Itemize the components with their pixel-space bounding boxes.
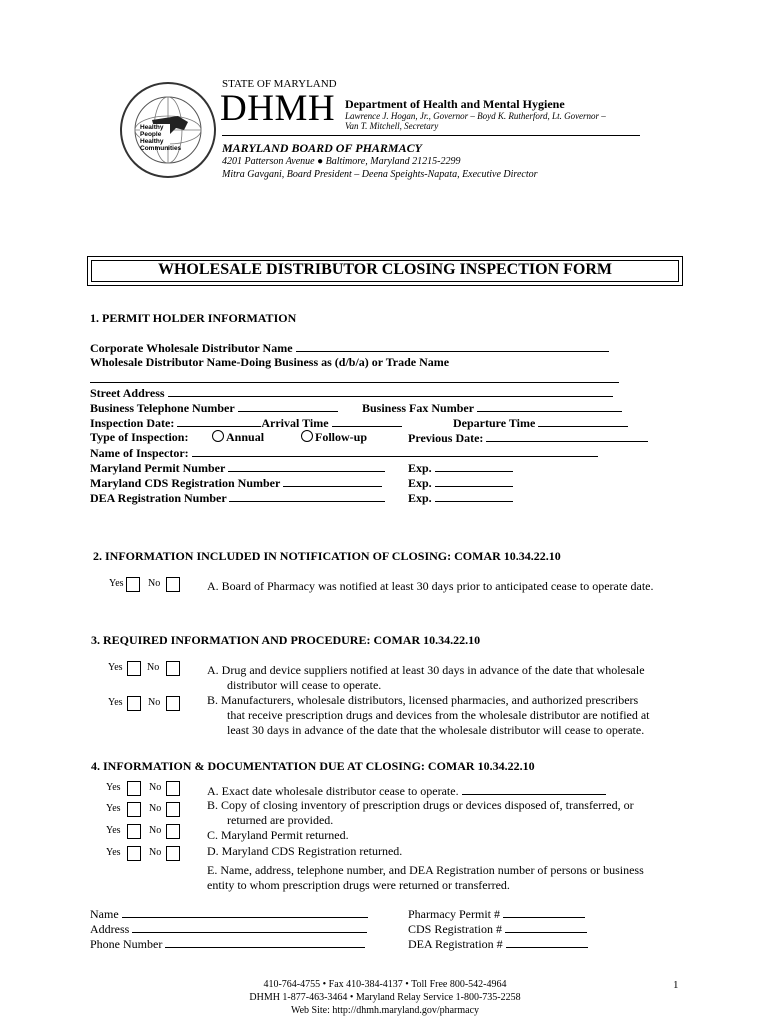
yes-label: Yes — [109, 578, 124, 589]
inspector-row — [90, 445, 598, 461]
dea-field[interactable] — [229, 490, 385, 502]
s4-a-yes-checkbox[interactable] — [127, 781, 141, 796]
yes-label: Yes — [108, 697, 123, 708]
no-label: No — [149, 825, 162, 836]
s3-b-no-checkbox[interactable] — [166, 696, 180, 711]
contact-address-row — [90, 921, 367, 937]
contact-phone-field[interactable] — [165, 936, 365, 948]
md-cds-label: Maryland CDS Registration Number — [90, 476, 281, 490]
section1-heading: 1. PERMIT HOLDER INFORMATION — [90, 311, 297, 325]
governor-line: Lawrence J. Hogan, Jr., Governor – Boyd K. Rutherford, Lt. Governor – — [345, 111, 606, 121]
contact-permit-label: Pharmacy Permit # — [408, 907, 500, 921]
dea-label: DEA Registration Number — [90, 491, 227, 505]
contact-name-row — [90, 906, 368, 922]
no-label: No — [148, 697, 161, 708]
footer-relay-line: DHMH 1-877-463-3464 • Maryland Relay Service 1-800-735-2258 — [249, 992, 521, 1003]
contact-permit-field[interactable] — [503, 906, 585, 918]
departure-field[interactable] — [538, 415, 628, 427]
type-label: Type of Inspection: — [90, 430, 189, 444]
s4-c-no-checkbox[interactable] — [166, 824, 180, 839]
contact-cds-label: CDS Registration # — [408, 922, 503, 936]
md-permit-label: Maryland Permit Number — [90, 461, 226, 475]
contact-address-label: Address — [90, 922, 130, 936]
md-permit-exp-row: Exp. — [408, 460, 513, 476]
arrival-field[interactable] — [332, 415, 402, 427]
s3-item-a-line2: distributor will cease to operate. — [227, 678, 382, 692]
arrival-label: Arrival Time — [261, 416, 329, 430]
corporate-name-label: Corporate Wholesale Distributor Name — [90, 341, 293, 355]
no-label: No — [149, 803, 162, 814]
fax-field[interactable] — [477, 400, 622, 412]
s4-a-no-checkbox[interactable] — [166, 781, 180, 796]
footer-phone-line: 410-764-4755 • Fax 410-384-4137 • Toll Free 800-542-4964 — [263, 979, 507, 990]
contact-permit-row — [408, 906, 585, 922]
s2-a-yes-checkbox[interactable] — [126, 577, 140, 592]
page-number: 1 — [673, 979, 679, 991]
fax-label: Business Fax Number — [362, 401, 474, 415]
phone-field[interactable] — [238, 400, 338, 412]
md-permit-field[interactable] — [228, 460, 385, 472]
section3-heading: 3. REQUIRED INFORMATION AND PROCEDURE: COMAR 10.34.22.10 — [91, 633, 481, 647]
s4-b-no-checkbox[interactable] — [166, 802, 180, 817]
corporate-name-row — [90, 340, 609, 356]
section4-heading: 4. INFORMATION & DOCUMENTATION DUE AT CLOSING: COMAR 10.34.22.10 — [91, 759, 535, 773]
contact-name-field[interactable] — [122, 906, 368, 918]
md-cds-field[interactable] — [283, 475, 382, 487]
yes-label: Yes — [106, 782, 121, 793]
departure-label: Departure Time — [453, 416, 536, 430]
s2-a-no-checkbox[interactable] — [166, 577, 180, 592]
s4-item-c: C. Maryland Permit returned. — [207, 828, 349, 842]
s3-item-b-line2: that receive prescription drugs and devices from the wholesale distributor are notified at — [227, 708, 650, 722]
cease-date-field[interactable] — [462, 783, 606, 795]
dba-name-field[interactable] — [90, 382, 619, 383]
s3-item-b-line3: least 30 days in advance of the date that the wholesale distributor will cease to operate. — [227, 723, 645, 737]
md-permit-exp-field[interactable] — [435, 460, 513, 472]
no-label: No — [147, 662, 160, 673]
s4-c-yes-checkbox[interactable] — [127, 824, 141, 839]
previous-date-row — [408, 430, 648, 446]
header-rule — [222, 135, 640, 136]
footer-website-line: Web Site: http://dhmh.maryland.gov/pharmacy — [290, 1005, 480, 1016]
s4-d-no-checkbox[interactable] — [166, 846, 180, 861]
s4-item-b-line2: returned are provided. — [227, 813, 334, 827]
contact-cds-row — [408, 921, 587, 937]
md-cds-exp-row: Exp. — [408, 475, 513, 491]
inspection-date-row — [90, 415, 402, 431]
contact-dea-row — [408, 936, 588, 952]
previous-date-label: Previous Date: — [408, 431, 484, 445]
board-officers: Mitra Gavgani, Board President – Deena Speights-Napata, Executive Director — [222, 169, 538, 180]
inspection-date-field[interactable] — [177, 415, 261, 427]
dhmh-logo: DHMH — [220, 88, 336, 129]
seal-center-text: Healthy People Healthy Communities — [140, 124, 182, 152]
yes-label: Yes — [106, 825, 121, 836]
dea-row — [90, 490, 385, 506]
annual-option[interactable]: Annual — [212, 430, 264, 445]
s4-b-yes-checkbox[interactable] — [127, 802, 141, 817]
md-permit-row — [90, 460, 385, 476]
inspector-label: Name of Inspector: — [90, 446, 189, 460]
contact-address-field[interactable] — [132, 921, 367, 933]
followup-option[interactable]: Follow-up — [301, 430, 367, 445]
section2-heading: 2. INFORMATION INCLUDED IN NOTIFICATION OF CLOSING: COMAR 10.34.22.10 — [93, 549, 561, 563]
departure-row — [453, 415, 628, 431]
inspection-date-label: Inspection Date: — [90, 416, 175, 430]
s3-item-b-line1: B. Manufacturers, wholesale distributors, licensed pharmacies, and authorized prescribers — [207, 693, 639, 707]
footer — [0, 978, 770, 1017]
board-address: 4201 Patterson Avenue ● Baltimore, Maryland 21215-2299 — [222, 156, 461, 167]
secretary-line: Van T. Mitchell, Secretary — [345, 121, 439, 131]
board-name: MARYLAND BOARD OF PHARMACY — [222, 141, 422, 155]
street-row — [90, 385, 613, 401]
dea-exp-field[interactable] — [435, 490, 513, 502]
s3-b-yes-checkbox[interactable] — [127, 696, 141, 711]
md-cds-exp-field[interactable] — [435, 475, 513, 487]
yes-label: Yes — [106, 803, 121, 814]
s4-d-yes-checkbox[interactable] — [127, 846, 141, 861]
phone-label: Business Telephone Number — [90, 401, 235, 415]
annual-radio[interactable] — [212, 430, 224, 442]
dea-exp-row: Exp. — [408, 490, 513, 506]
form-title: WHOLESALE DISTRIBUTOR CLOSING INSPECTION FORM — [157, 261, 613, 278]
contact-dea-label: DEA Registration # — [408, 937, 503, 951]
s4-item-e-line2: entity to whom prescription drugs were returned or transferred. — [207, 878, 510, 892]
state-label: STATE OF MARYLAND — [222, 78, 337, 90]
s4-item-d: D. Maryland CDS Registration returned. — [207, 844, 403, 858]
contact-phone-label: Phone Number — [90, 937, 163, 951]
street-label: Street Address — [90, 386, 165, 400]
s4-item-a-row — [207, 783, 606, 799]
followup-radio[interactable] — [301, 430, 313, 442]
md-cds-row — [90, 475, 382, 491]
s3-a-yes-checkbox[interactable] — [127, 661, 141, 676]
phone-row — [90, 400, 338, 416]
inspector-field[interactable] — [192, 445, 598, 457]
department-name: Department of Health and Mental Hygiene — [345, 97, 565, 111]
contact-cds-field[interactable] — [505, 921, 587, 933]
dba-name-label: Wholesale Distributor Name-Doing Business as (d/b/a) or Trade Name — [90, 355, 450, 369]
s4-item-a: A. Exact date wholesale distributor cease to operate. — [207, 784, 459, 798]
s4-item-e-line1: E. Name, address, telephone number, and DEA Registration number of persons or business — [207, 863, 644, 877]
street-field[interactable] — [168, 385, 613, 397]
no-label: No — [148, 578, 161, 589]
yes-label: Yes — [106, 847, 121, 858]
contact-phone-row — [90, 936, 365, 952]
no-label: No — [149, 847, 162, 858]
yes-label: Yes — [108, 662, 123, 673]
s2-item-a: A. Board of Pharmacy was notified at least 30 days prior to anticipated cease to operate date. — [207, 579, 654, 593]
s4-item-b-line1: B. Copy of closing inventory of prescription drugs or devices disposed of, transferred, or — [207, 798, 634, 812]
no-label: No — [149, 782, 162, 793]
fax-row — [362, 400, 622, 416]
s3-item-a-line1: A. Drug and device suppliers notified at least 30 days in advance of the date that wholesale — [207, 663, 645, 677]
contact-name-label: Name — [90, 907, 119, 921]
previous-date-field[interactable] — [486, 430, 648, 442]
contact-dea-field[interactable] — [506, 936, 588, 948]
corporate-name-field[interactable] — [296, 340, 609, 352]
s3-a-no-checkbox[interactable] — [166, 661, 180, 676]
